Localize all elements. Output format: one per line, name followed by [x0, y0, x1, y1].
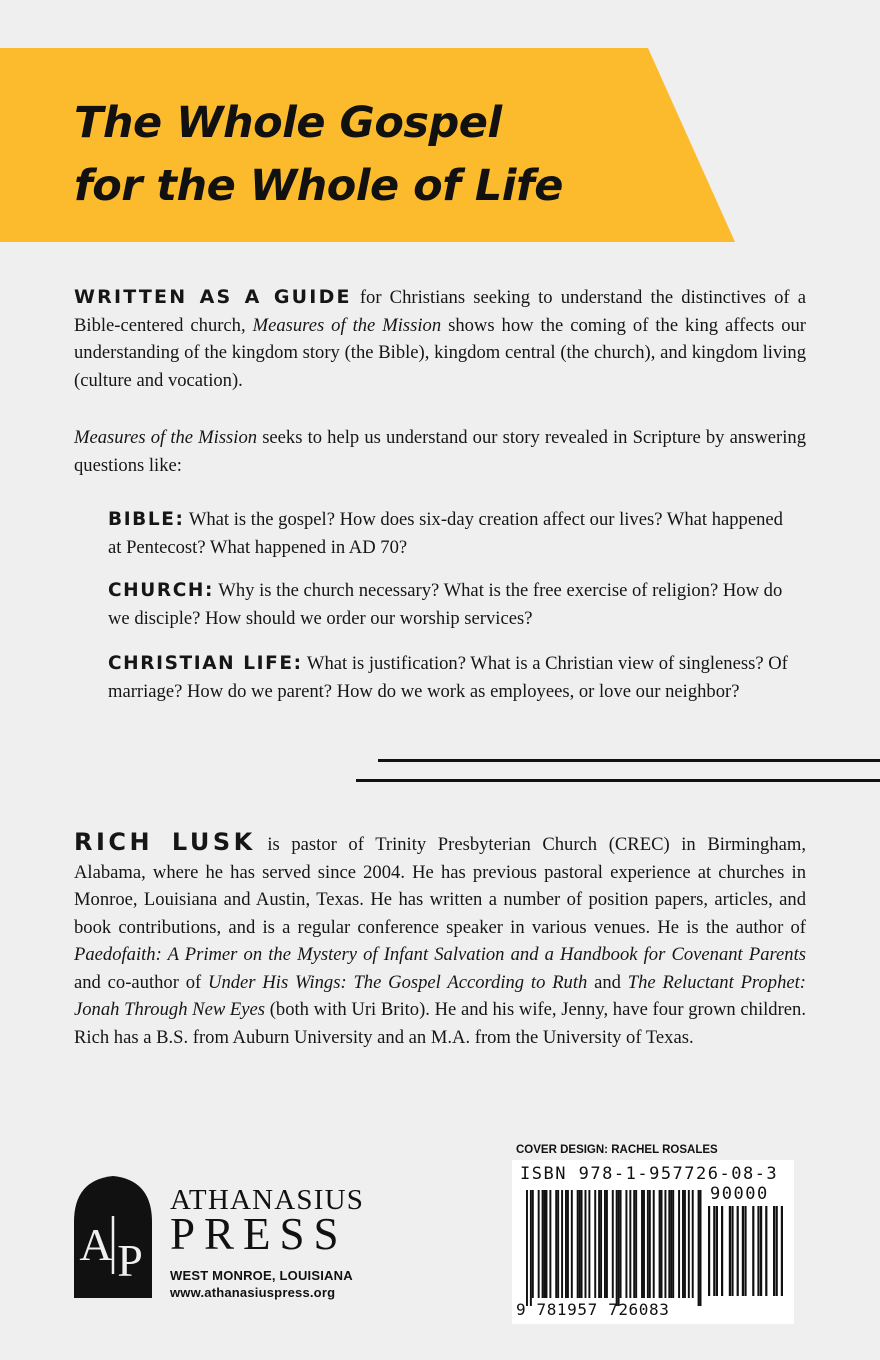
barcode-bar	[647, 1190, 649, 1298]
publisher-url: www.athanasiuspress.org	[170, 1285, 336, 1300]
barcode-bar	[546, 1190, 548, 1298]
barcode-bar	[692, 1190, 694, 1298]
bio-book-2: Under His Wings: The Gospel According to Ruth	[208, 971, 588, 993]
barcode-bar	[555, 1190, 557, 1298]
barcode-bar	[620, 1190, 622, 1298]
barcode-bar	[577, 1190, 579, 1298]
barcode-bar	[542, 1190, 544, 1298]
barcode-bar	[579, 1190, 581, 1298]
price-code: 90000	[710, 1184, 769, 1204]
addon-bar	[737, 1206, 739, 1296]
barcode-bar	[544, 1190, 546, 1298]
question-label-bible: BIBLE:	[108, 509, 185, 530]
addon-bar	[731, 1206, 733, 1296]
publisher-name-line-2: PRESS	[170, 1209, 348, 1259]
publisher-location: WEST MONROE, LOUISIANA	[170, 1268, 353, 1283]
barcode-bar	[594, 1190, 596, 1298]
barcode-bar	[625, 1190, 627, 1298]
barcode-bar	[670, 1190, 672, 1298]
addon-bar	[760, 1206, 762, 1296]
author-bio	[74, 829, 806, 1051]
barcode-bar	[653, 1190, 655, 1298]
addon-bar	[744, 1206, 746, 1296]
divider-rule-lower	[356, 779, 880, 782]
addon-bar	[781, 1206, 783, 1296]
questions-intro-book-title: Measures of the Mission	[74, 427, 258, 448]
question-text-church: Why is the church necessary? What is the free exercise of religion? How do we disciple? How should we order our worship services?	[108, 580, 783, 629]
isbn-barcode	[512, 1160, 794, 1324]
barcode-bar	[549, 1190, 551, 1298]
intro-lead: WRITTEN AS A GUIDE	[74, 286, 352, 308]
barcode-bar	[698, 1190, 700, 1306]
barcode-bar	[606, 1190, 608, 1298]
monogram-a: A	[79, 1219, 113, 1270]
addon-bar	[776, 1206, 778, 1296]
barcode-bar	[684, 1190, 686, 1298]
question-text-christian-life: What is justification? What is a Christian view of singleness? Of marriage? How do we parent? How do we work as employees, or love our neighbor?	[108, 653, 788, 702]
arch-logo-icon	[70, 1176, 156, 1298]
addon-bar	[757, 1206, 759, 1296]
addon-bar	[765, 1206, 767, 1296]
bio-text-1: is pastor of Trinity Presbyterian Church (CREC) in Birmingham, Alabama, where he has served since 2004. He has previous pastoral experience at churches in Monroe, Louisiana and Austin, Texas. He has written a number of position papers, articles, and book contributions, and is a regular conference speaker in various venues. He is the author of	[74, 834, 806, 938]
bio-book-3: The Reluctant Prophet: Jonah Through New Eyes	[74, 971, 806, 1020]
question-christian-life	[108, 650, 788, 705]
addon-bar	[721, 1206, 723, 1296]
addon-bar	[773, 1206, 775, 1296]
barcode-bar	[581, 1190, 583, 1298]
headline-line-1: The Whole Gospel	[74, 98, 502, 148]
barcode-bar	[604, 1190, 606, 1298]
questions-intro-paragraph	[74, 424, 806, 479]
barcode-bar	[688, 1190, 690, 1298]
barcode-bar	[633, 1190, 635, 1298]
addon-bar	[716, 1206, 718, 1296]
addon-bar	[752, 1206, 754, 1296]
question-label-christian-life: CHRISTIAN LIFE:	[108, 653, 303, 674]
intro-paragraph	[74, 284, 806, 394]
intro-text-2: shows how the coming of the king affects our understanding of the kingdom story (the Bible), kingdom central (the church), and kingdom living (culture and vocation).	[74, 314, 806, 391]
barcode-bar	[600, 1190, 602, 1298]
question-bible	[108, 506, 788, 561]
barcode-bar	[585, 1190, 587, 1298]
barcode-bar	[649, 1190, 651, 1298]
barcode-bar	[565, 1190, 567, 1298]
divider-rule-upper	[378, 759, 880, 762]
bio-text-4: (both with Uri Brito). He and his wife, Jenny, have four grown children. Rich has a B.S. from Auburn University and an M.A. from the University of Texas.	[74, 999, 806, 1048]
barcode-bar	[588, 1190, 590, 1298]
barcode-bar	[664, 1190, 666, 1298]
barcode-bar	[661, 1190, 663, 1298]
barcode-bar	[612, 1190, 614, 1298]
headline-line-2: for the Whole of Life	[74, 161, 563, 211]
barcode-bar	[571, 1190, 573, 1298]
addon-bar	[729, 1206, 731, 1296]
barcode-bar	[659, 1190, 661, 1298]
intro-book-title: Measures of the Mission	[252, 314, 442, 336]
barcode-bar	[629, 1190, 631, 1298]
bio-text-2: and co-author of	[74, 971, 209, 993]
barcode-bar	[641, 1190, 643, 1298]
bio-text-3: and	[587, 971, 628, 993]
barcode-bar	[557, 1190, 559, 1298]
ean-number: 9 781957 726083	[516, 1300, 670, 1319]
barcode-bar	[678, 1190, 680, 1298]
barcode-bar	[526, 1190, 528, 1306]
barcode-bar	[618, 1190, 620, 1306]
question-church	[108, 577, 788, 632]
bio-book-1: Paedofaith: A Primer on the Mystery of Infant Salvation and a Handbook for Covenant Parents	[74, 944, 806, 965]
barcode-bar	[538, 1190, 540, 1298]
barcode-bar	[616, 1190, 618, 1306]
barcode-bar	[598, 1190, 600, 1298]
question-text-bible: What is the gospel? How does six-day creation affect our lives? What happened at Pentecost? What happened in AD 70?	[108, 509, 783, 558]
barcode-bar	[643, 1190, 645, 1298]
intro-text-1: for Christians seeking to understand the distinctives of a Bible-centered church,	[74, 287, 806, 336]
question-label-church: CHURCH:	[108, 580, 214, 601]
headline	[74, 92, 563, 218]
monogram-p: P	[117, 1235, 143, 1286]
questions-intro-text: seeks to help us understand our story revealed in Scripture by answering questions like:	[74, 427, 807, 476]
author-name: RICH LUSK	[74, 828, 256, 856]
addon-bar	[742, 1206, 744, 1296]
barcode-bar	[532, 1190, 534, 1298]
publisher-name-line-1: ATHANASIUS	[170, 1184, 365, 1216]
barcode-bar	[635, 1190, 637, 1298]
barcode-bar	[668, 1190, 670, 1298]
barcode-bar	[567, 1190, 569, 1298]
addon-bar	[708, 1206, 710, 1296]
barcode-bar	[700, 1190, 702, 1306]
barcode-bar	[672, 1190, 674, 1298]
isbn-number: ISBN 978-1-957726-08-3	[520, 1164, 779, 1184]
addon-bar	[713, 1206, 715, 1296]
barcode-bar	[561, 1190, 563, 1298]
barcode-bar	[682, 1190, 684, 1298]
publisher-logo-mark	[70, 1176, 156, 1303]
barcode-bar	[530, 1190, 532, 1306]
cover-design-credit: COVER DESIGN: RACHEL ROSALES	[516, 1144, 718, 1156]
